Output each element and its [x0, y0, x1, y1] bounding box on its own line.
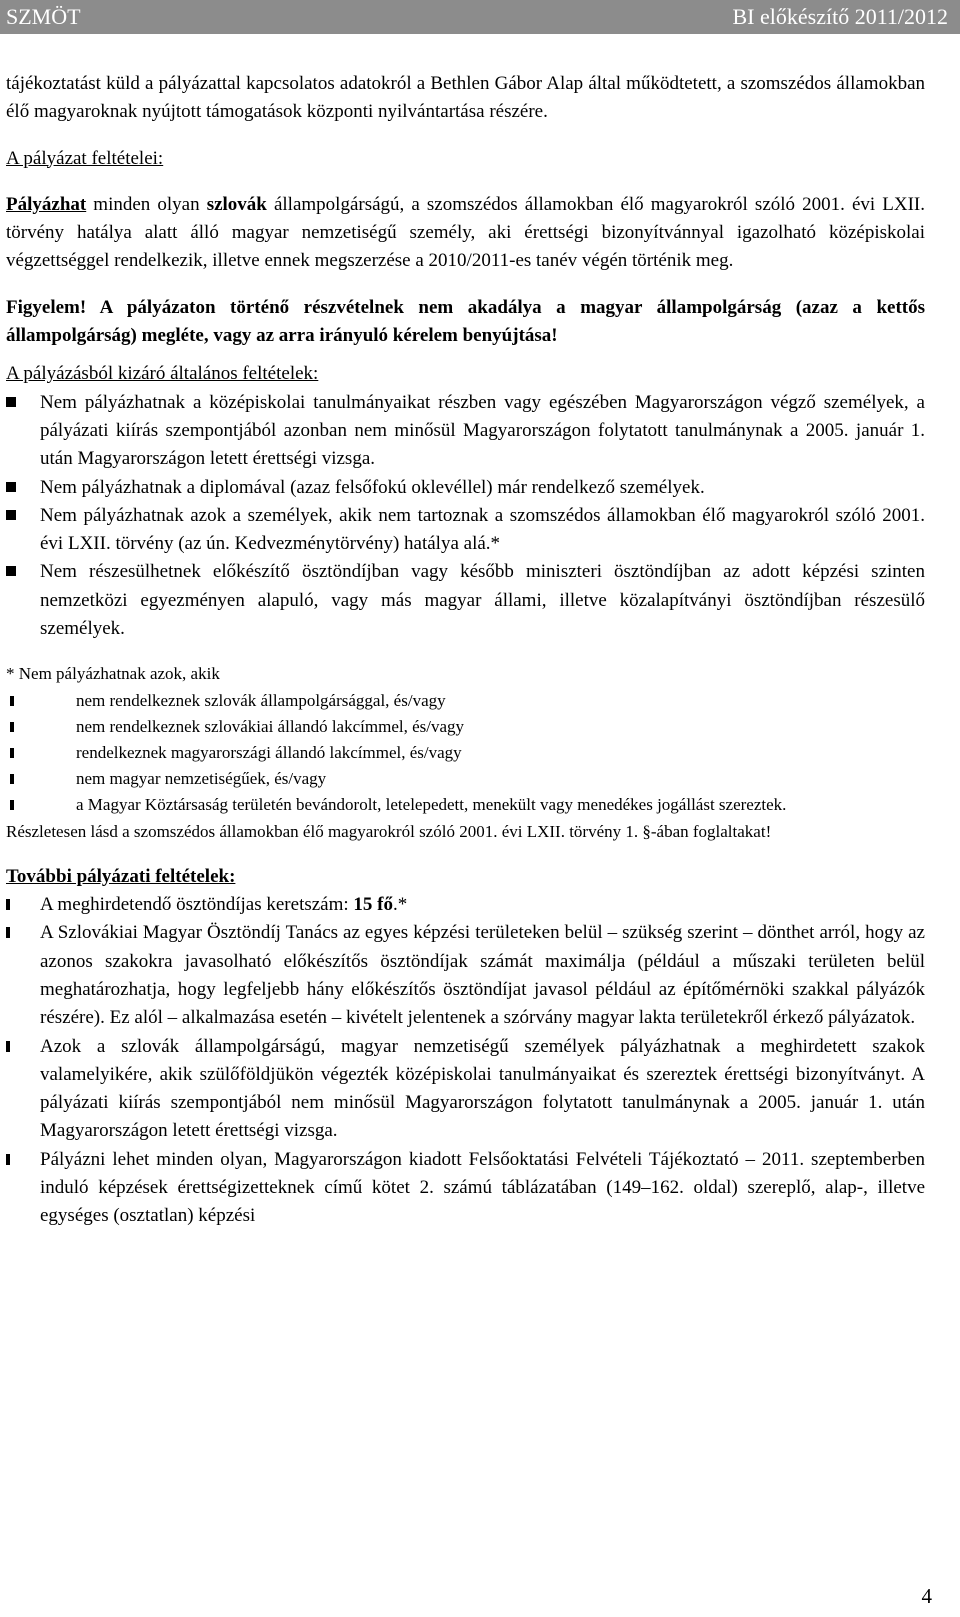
footnote-item: nem rendelkeznek szlovák állampolgársággal, és/vagy — [76, 690, 446, 710]
further-list — [6, 891, 925, 1231]
list-item — [6, 389, 925, 474]
exclusions-list — [6, 389, 925, 644]
square-bullet-icon — [6, 482, 16, 492]
document-body — [6, 70, 925, 1231]
footnote-title: * Nem pályázhatnak azok, akik — [6, 664, 220, 684]
further-item: A Szlovákiai Magyar Ösztöndíj Tanács az egyes képzési területeken belül – szükség szerint – dönthet arról, hogy az azonos szakokra javasolható előkészítős ösztöndíjak számát maximálja (például a műszaki területen belül meghatározhatja, hogy legfeljebb hány előkészítős ösztöndíjat javasol például az építőmérnöki szakkal pályázók részére). Ez alól – alkalmazása esetén – kivételt jelentenek a szórvány magyar lakta területekről érkező pályázatok. — [40, 922, 925, 1029]
bar-bullet-icon — [10, 748, 14, 758]
attention-paragraph — [6, 294, 925, 351]
further-item: Azok a szlovák állampolgárságú, magyar nemzetiségű személyek pályázhatnak a meghirdetett szakok valamelyikére, akik szülőföldjükön végezték középiskolai tanulmányaikat és szereztek érettségi bizonyítványt. A pályázati kiírás szempontjából nem minősül Magyarországon folytatott tanulmánynak a 2005. január 1. után Magyarországon letett érettségi vizsga. — [40, 1035, 925, 1142]
list-item — [6, 891, 925, 919]
bar-bullet-icon — [6, 927, 10, 938]
list-item — [6, 714, 925, 740]
exclusions-heading: A pályázásból kizáró általános feltételek: — [6, 363, 319, 385]
list-item — [6, 1146, 925, 1231]
list-item — [6, 688, 925, 714]
running-header — [0, 0, 960, 34]
footnote-block — [6, 661, 925, 844]
conditions-bold: szlovák — [206, 193, 267, 215]
square-bullet-icon — [6, 566, 16, 576]
attention-text: A pályázaton történő részvételnek nem akadálya a magyar állampolgárság (azaz a kettős állampolgárság) megléte, vagy az arra irányuló kérelem benyújtása! — [6, 296, 925, 347]
conditions-keyword: Pályázhat — [6, 193, 87, 215]
footnote-item: a Magyar Köztársaság területén bevándorolt, letelepedett, menekült vagy menedékes jogállást szereztek. — [76, 795, 787, 815]
conditions-text-1: minden olyan — [86, 193, 207, 215]
bar-bullet-icon — [10, 774, 14, 784]
bar-bullet-icon — [10, 800, 14, 810]
square-bullet-icon — [6, 510, 16, 520]
conditions-text-2: állampolgárságú, a szomszédos államokban élő magyarokról szóló 2001. évi LXII. törvény hatálya alatt álló magyar nemzetiségű személy, aki érettségi bizonyítvánnyal igazolható középiskolai végzettséggel rendelkezik, illetve ennek megszerzése a 2010/2011-es tanév végén történik meg. — [6, 193, 925, 272]
footnote-details: Részletesen lásd a szomszédos államokban élő magyarokról szóló 2001. évi LXII. törvény 1. §-ában foglaltakat! — [6, 821, 772, 841]
list-item — [6, 740, 925, 766]
footnote-item: rendelkeznek magyarországi állandó lakcímmel, és/vagy — [76, 742, 462, 762]
bar-bullet-icon — [6, 1041, 10, 1052]
conditions-paragraph — [6, 191, 925, 276]
conditions-heading: A pályázat feltételei: — [6, 147, 164, 169]
list-item — [6, 792, 925, 818]
list-item — [6, 502, 925, 559]
quota-suffix: .* — [393, 894, 408, 916]
list-item — [6, 474, 925, 502]
square-bullet-icon — [6, 397, 16, 407]
list-item — [6, 766, 925, 792]
footnote-item: nem rendelkeznek szlovákiai állandó lakcímmel, és/vagy — [76, 716, 465, 736]
exclusion-text: Nem pályázhatnak a középiskolai tanulmányaikat részben vagy egészében Magyarországon végző személyek, a pályázati kiírás szempontjából azonban nem minősül Magyarországon folytatott tanulmánynak a 2005. január 1. után Magyarországon letett érettségi vizsga. — [40, 391, 925, 470]
header-right: BI előkészítő 2011/2012 — [732, 4, 948, 29]
list-item — [6, 919, 925, 1032]
bar-bullet-icon — [6, 1154, 10, 1165]
intro-paragraph: tájékoztatást küld a pályázattal kapcsolatos adatokról a Bethlen Gábor Alap által működtetett, a szomszédos államokban élő magyaroknak nyújtott támogatások központi nyilvántartása részére. — [6, 73, 925, 123]
footnote-item: nem magyar nemzetiségűek, és/vagy — [76, 769, 327, 789]
quota-value: 15 fő — [353, 894, 393, 916]
footnote-list — [6, 688, 925, 819]
further-heading: További pályázati feltételek: — [6, 865, 236, 887]
list-item — [6, 1033, 925, 1146]
exclusion-text: Nem részesülhetnek előkészítő ösztöndíjban vagy később miniszteri ösztöndíjban az adott képzési szinten nemzetközi egyezményen alapuló, vagy más magyar állami, illetve közalapítványi ösztöndíjban részesülő személyek. — [40, 561, 925, 640]
bar-bullet-icon — [6, 899, 10, 910]
bar-bullet-icon — [10, 722, 14, 732]
page-number: 4 — [921, 1584, 932, 1608]
quota-prefix: A meghirdetendő ösztöndíjas keretszám: — [40, 894, 354, 916]
attention-label: Figyelem! — [6, 296, 87, 318]
exclusion-text: Nem pályázhatnak azok a személyek, akik nem tartoznak a szomszédos államokban élő magyarokról szóló 2001. évi LXII. törvény (az ún. Kedvezménytörvény) hatálya alá.* — [40, 504, 925, 555]
header-left: SZMÖT — [6, 4, 81, 29]
exclusion-text: Nem pályázhatnak a diplomával (azaz felsőfokú oklevéllel) már rendelkező személyek. — [40, 476, 705, 498]
list-item — [6, 558, 925, 643]
further-item: Pályázni lehet minden olyan, Magyarországon kiadott Felsőoktatási Felvételi Tájékoztató – 2011. szeptemberben induló képzések érettségizetteknek című kötet 2. számú táblázatában (149–162. oldal) szereplő, alap-, illetve egységes (osztatlan) képzési — [40, 1148, 925, 1227]
bar-bullet-icon — [10, 696, 14, 706]
